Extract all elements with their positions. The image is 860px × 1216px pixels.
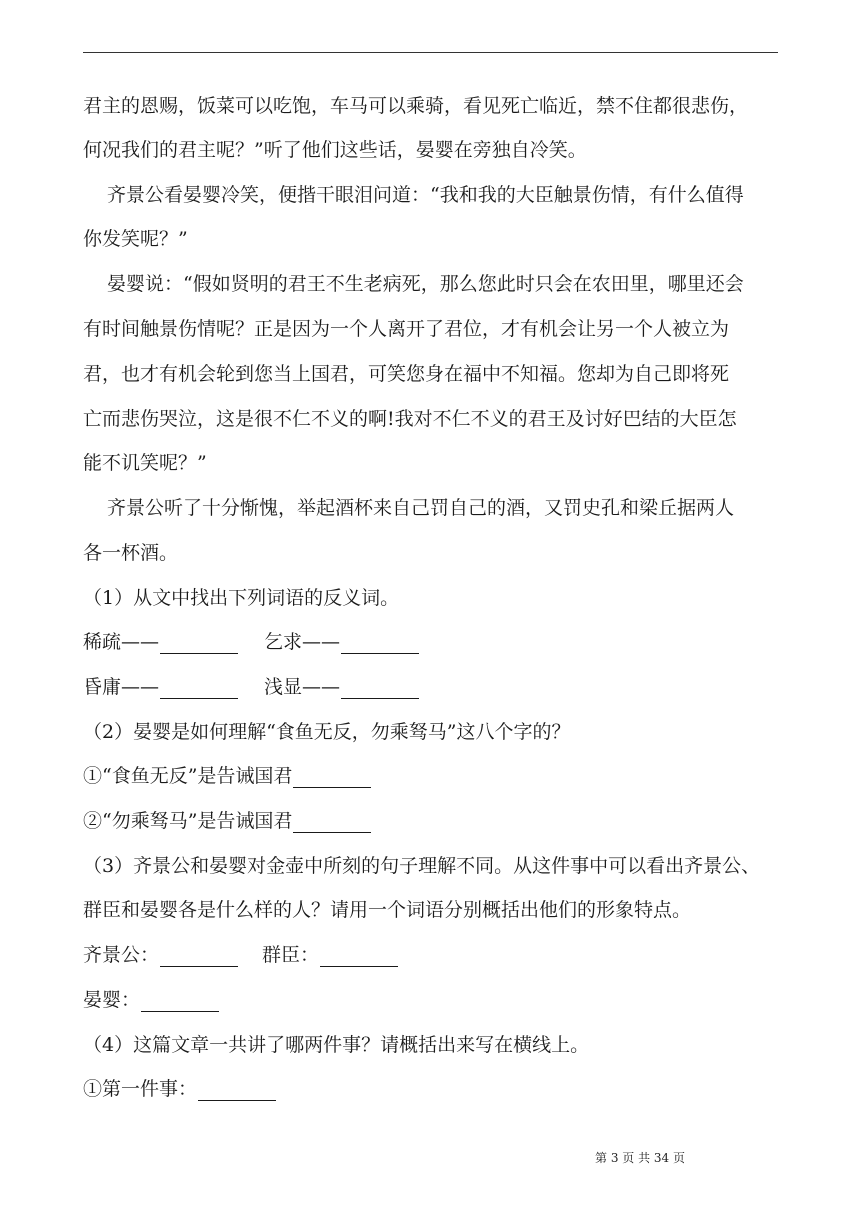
character-prompt: 晏婴： [83, 989, 141, 1011]
question-4: （4）这篇文章一共讲了哪两件事？请概括出来写在横线上。 [83, 1034, 590, 1056]
answer-row [83, 943, 398, 967]
answer-blank[interactable] [293, 767, 371, 788]
answer-blank[interactable] [198, 1080, 276, 1101]
answer-blank[interactable] [293, 812, 371, 833]
answer-row [83, 630, 419, 654]
header-rule [83, 52, 778, 53]
character-prompt: 齐景公： [83, 944, 160, 966]
paragraph-line: 君主的恩赐，饭菜可以吃饱，车马可以乘骑，看见死亡临近，禁不住都很悲伤， [83, 95, 749, 117]
answer-row [83, 1077, 276, 1101]
paragraph-line: 齐景公看晏婴冷笑，便揩干眼泪问道：“我和我的大臣触景伤情，有什么值得 [107, 184, 744, 206]
paragraph-line: 有时间触景伤情呢？正是因为一个人离开了君位，才有机会让另一个人被立为 [83, 318, 730, 340]
paragraph-line: 各一杯酒。 [83, 542, 179, 564]
answer-row [83, 764, 371, 788]
antonym-prompt: 昏庸—— [83, 676, 160, 698]
sub-question: ①第一件事： [83, 1078, 198, 1100]
answer-row [83, 675, 419, 699]
paragraph-line: 晏婴说：“假如贤明的君王不生老病死，那么您此时只会在农田里，哪里还会 [107, 273, 744, 295]
answer-blank[interactable] [160, 946, 238, 967]
antonym-prompt: 浅显—— [264, 676, 341, 698]
answer-blank[interactable] [341, 678, 419, 699]
paragraph-line: 齐景公听了十分惭愧，举起酒杯来自己罚自己的酒，又罚史孔和梁丘据两人 [107, 497, 735, 519]
answer-row [83, 988, 219, 1012]
answer-blank[interactable] [320, 946, 398, 967]
question-3: （3）齐景公和晏婴对金壶中所刻的句子理解不同。从这件事中可以看出齐景公、 [83, 855, 761, 877]
paragraph-line: 君，也才有机会轮到您当上国君，可笑您身在福中不知福。您却为自己即将死 [83, 363, 730, 385]
paragraph-line: 亡而悲伤哭泣，这是很不仁不义的啊!我对不仁不义的君王及讨好巴结的大臣怎 [83, 408, 737, 430]
paragraph-line: 何况我们的君主呢？”听了他们这些话，晏婴在旁独自冷笑。 [83, 139, 587, 161]
answer-blank[interactable] [160, 678, 238, 699]
sub-question: ①“食鱼无反”是告诫国君 [83, 765, 293, 787]
answer-blank[interactable] [141, 991, 219, 1012]
answer-row [83, 809, 371, 833]
character-prompt: 群臣： [262, 944, 320, 966]
paragraph-line: 能不讥笑呢？” [83, 452, 207, 474]
question-3-continued: 群臣和晏婴各是什么样的人？请用一个词语分别概括出他们的形象特点。 [83, 899, 692, 921]
antonym-prompt: 乞求—— [264, 631, 341, 653]
question-1: （1）从文中找出下列词语的反义词。 [83, 587, 400, 609]
question-2: （2）晏婴是如何理解“食鱼无反，勿乘驽马”这八个字的？ [83, 721, 571, 743]
answer-blank[interactable] [160, 633, 238, 654]
answer-blank[interactable] [341, 633, 419, 654]
paragraph-line: 你发笑呢？” [83, 228, 188, 250]
sub-question: ②“勿乘驽马”是告诫国君 [83, 810, 293, 832]
page-number: 第 3 页 共 34 页 [595, 1151, 685, 1165]
antonym-prompt: 稀疏—— [83, 631, 160, 653]
